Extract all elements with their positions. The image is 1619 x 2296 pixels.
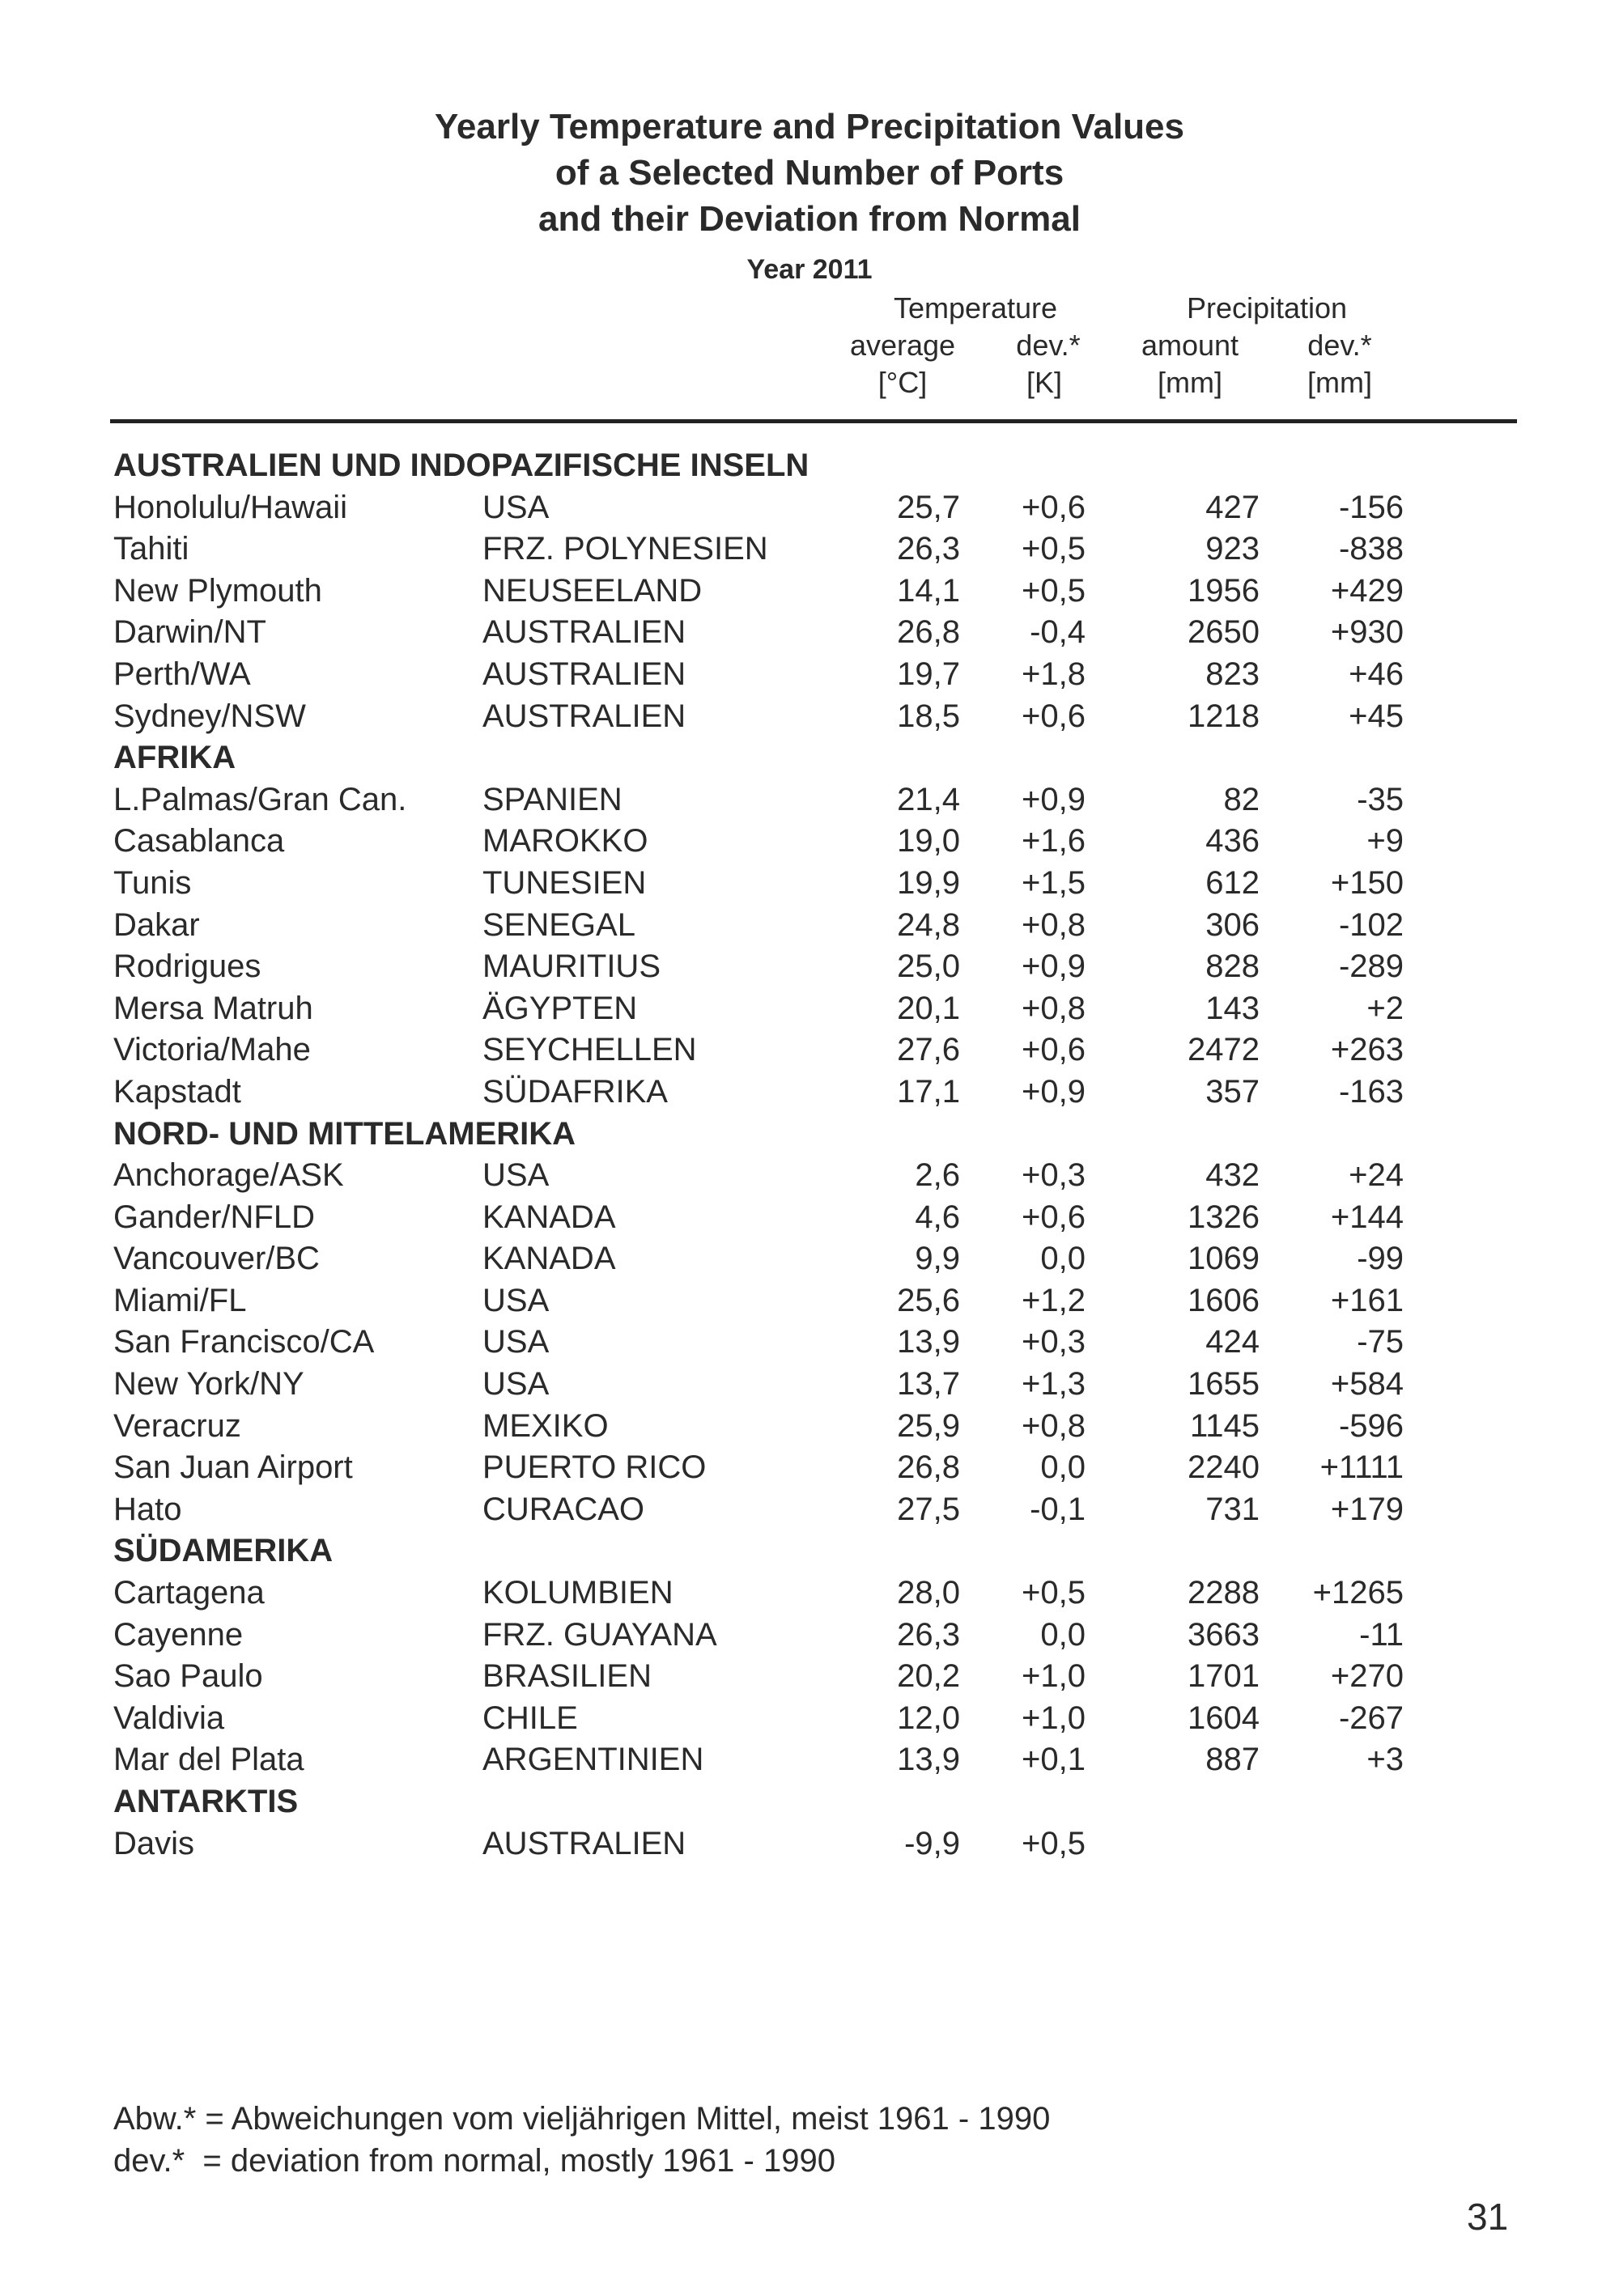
temp-average-cell: 20,2 (897, 1658, 960, 1695)
city-cell: Tahiti (113, 531, 189, 567)
table-row (113, 1029, 1404, 1072)
table-row (113, 571, 1404, 613)
temp-average-cell: 14,1 (897, 572, 960, 609)
temp-deviation-cell: +0,5 (1022, 572, 1086, 609)
precip-amount-cell: 1956 (1188, 572, 1260, 609)
temp-average-cell: 20,1 (897, 990, 960, 1026)
table-row (113, 1238, 1404, 1280)
temp-average-cell: 19,0 (897, 823, 960, 859)
table-row (113, 863, 1404, 905)
country-cell: BRASILIEN (482, 1658, 652, 1695)
precip-deviation-cell: +45 (1349, 698, 1404, 734)
country-cell: MAROKKO (482, 823, 648, 859)
country-cell: CURACAO (482, 1491, 645, 1527)
temp-deviation-cell: +0,3 (1022, 1324, 1086, 1360)
country-cell: USA (482, 1157, 550, 1194)
region-name: ANTARKTIS (113, 1784, 299, 1819)
precip-deviation-cell: +144 (1330, 1199, 1404, 1235)
country-cell: SEYCHELLEN (482, 1032, 697, 1068)
table-row (113, 1197, 1404, 1239)
city-cell: Davis (113, 1825, 195, 1861)
table-row (113, 821, 1404, 863)
temp-average-cell: 4,6 (915, 1199, 960, 1235)
temp-deviation-cell: +0,6 (1022, 1032, 1086, 1068)
precip-amount-cell: 82 (1223, 781, 1260, 817)
precip-amount-cell: 432 (1205, 1157, 1260, 1194)
table-row (113, 654, 1404, 696)
temp-deviation-cell: +0,8 (1022, 906, 1086, 943)
precip-amount-cell: 1604 (1188, 1700, 1260, 1736)
temp-average-cell: 26,3 (897, 1616, 960, 1653)
temp-average-cell: 25,0 (897, 949, 960, 985)
country-cell: FRZ. POLYNESIEN (482, 531, 768, 567)
table-row (113, 1155, 1404, 1197)
city-cell: Honolulu/Hawaii (113, 489, 348, 525)
precip-amount-cell: 887 (1205, 1742, 1260, 1778)
header-unit-mm-amount: [mm] (1158, 366, 1222, 399)
country-cell: ÄGYPTEN (482, 990, 638, 1026)
city-cell: Kapstadt (113, 1073, 241, 1110)
city-cell: Darwin/NT (113, 614, 266, 651)
temp-deviation-cell: +0,9 (1022, 1073, 1086, 1110)
header-unit-kelvin: [K] (1026, 366, 1062, 399)
precip-deviation-cell: +3 (1366, 1742, 1404, 1778)
temp-average-cell: 12,0 (897, 1700, 960, 1736)
city-cell: Veracruz (113, 1407, 241, 1444)
temp-average-cell: 28,0 (897, 1575, 960, 1611)
temp-deviation-cell: +1,2 (1022, 1282, 1086, 1318)
country-cell: CHILE (482, 1700, 578, 1736)
precip-amount-cell: 1606 (1188, 1282, 1260, 1318)
temp-deviation-cell: +0,1 (1022, 1742, 1086, 1778)
temp-average-cell: 25,6 (897, 1282, 960, 1318)
city-cell: Mar del Plata (113, 1742, 304, 1778)
temp-deviation-cell: +0,6 (1022, 1199, 1086, 1235)
precip-amount-cell: 2472 (1188, 1032, 1260, 1068)
city-cell: Cayenne (113, 1616, 244, 1653)
temp-average-cell: 26,8 (897, 614, 960, 651)
precip-amount-cell: 823 (1205, 656, 1260, 692)
temp-deviation-cell: 0,0 (1040, 1241, 1086, 1277)
temp-average-cell: 26,3 (897, 531, 960, 567)
table-row (113, 988, 1404, 1030)
country-cell: TUNESIEN (482, 864, 647, 901)
precip-deviation-cell: -838 (1338, 531, 1404, 567)
precip-amount-cell: 3663 (1188, 1616, 1260, 1653)
country-cell: SÜDAFRIKA (482, 1073, 668, 1110)
city-cell: Mersa Matruh (113, 990, 313, 1026)
table-row (113, 696, 1404, 738)
city-cell: New York/NY (113, 1366, 304, 1403)
precip-deviation-cell: -35 (1357, 781, 1404, 817)
year-label: Year 2011 (746, 254, 873, 285)
temp-deviation-cell: +1,3 (1022, 1366, 1086, 1403)
precip-deviation-cell: +2 (1366, 990, 1404, 1026)
temp-average-cell: 9,9 (915, 1241, 960, 1277)
precip-deviation-cell: +429 (1330, 572, 1404, 609)
country-cell: MEXIKO (482, 1407, 609, 1444)
title-line-3: and their Deviation from Normal (538, 199, 1081, 239)
temp-average-cell: 27,5 (897, 1491, 960, 1527)
precip-amount-cell: 828 (1205, 949, 1260, 985)
page-number: 31 (1467, 2196, 1509, 2238)
region-header-row (113, 1114, 1404, 1156)
precip-deviation-cell: -75 (1357, 1324, 1404, 1360)
temp-average-cell: 24,8 (897, 906, 960, 943)
temp-average-cell: -9,9 (904, 1825, 960, 1861)
header-precip-dev: dev.* (1307, 329, 1372, 362)
table-row (113, 1656, 1404, 1698)
precip-deviation-cell: -156 (1338, 489, 1404, 525)
temp-average-cell: 13,9 (897, 1742, 960, 1778)
city-cell: Vancouver/BC (113, 1241, 320, 1277)
region-name: AUSTRALIEN UND INDOPAZIFISCHE INSELN (113, 448, 810, 483)
region-header-row (113, 737, 1404, 779)
region-header-row (113, 1530, 1404, 1572)
precip-deviation-cell: +263 (1330, 1032, 1404, 1068)
table-row (113, 1823, 1404, 1865)
country-cell: KANADA (482, 1241, 616, 1277)
precip-deviation-cell: -99 (1357, 1241, 1404, 1277)
table-row (113, 1280, 1404, 1322)
precip-amount-cell: 2288 (1188, 1575, 1260, 1611)
temp-average-cell: 13,7 (897, 1366, 960, 1403)
country-cell: FRZ. GUAYANA (482, 1616, 717, 1653)
table-row (113, 1072, 1404, 1114)
precip-amount-cell: 1145 (1189, 1407, 1260, 1444)
temp-deviation-cell: +0,5 (1022, 1825, 1086, 1861)
precip-amount-cell: 306 (1205, 906, 1260, 943)
country-cell: SPANIEN (482, 781, 623, 817)
country-cell: USA (482, 1324, 550, 1360)
temp-deviation-cell: +0,5 (1022, 1575, 1086, 1611)
precip-amount-cell: 2240 (1188, 1449, 1260, 1486)
page-title (0, 104, 1619, 242)
temp-deviation-cell: -0,1 (1030, 1491, 1086, 1527)
precip-amount-cell: 357 (1205, 1073, 1260, 1110)
city-cell: Gander/NFLD (113, 1199, 315, 1235)
precip-deviation-cell: +584 (1330, 1366, 1404, 1403)
footnotes (113, 2098, 1050, 2182)
temp-deviation-cell: +1,0 (1022, 1658, 1086, 1695)
table-row (113, 1739, 1404, 1781)
table-row (113, 1447, 1404, 1489)
header-temperature: Temperature (893, 291, 1058, 325)
country-cell: USA (482, 489, 550, 525)
precip-amount-cell: 612 (1205, 864, 1260, 901)
precip-amount-cell: 1655 (1188, 1366, 1260, 1403)
temp-deviation-cell: +0,8 (1022, 990, 1086, 1026)
header-temp-dev: dev.* (1016, 329, 1081, 362)
temp-average-cell: 27,6 (897, 1032, 960, 1068)
city-cell: Sydney/NSW (113, 698, 306, 734)
header-amount: amount (1141, 329, 1239, 362)
title-line-1: Yearly Temperature and Precipitation Values (435, 107, 1184, 146)
country-cell: ARGENTINIEN (482, 1742, 704, 1778)
precip-deviation-cell: +930 (1330, 614, 1404, 651)
city-cell: Anchorage/ASK (113, 1157, 344, 1194)
precip-amount-cell: 1069 (1188, 1241, 1260, 1277)
precip-deviation-cell: -267 (1338, 1700, 1404, 1736)
precip-amount-cell (1086, 1823, 1260, 1865)
footnote-en: dev.* = deviation from normal, mostly 1961 - 1990 (113, 2143, 835, 2179)
precip-amount-cell: 1218 (1188, 698, 1260, 734)
city-cell: Cartagena (113, 1575, 265, 1611)
temp-deviation-cell: +0,9 (1022, 781, 1086, 817)
country-cell: AUSTRALIEN (482, 614, 686, 651)
temp-average-cell: 26,8 (897, 1449, 960, 1486)
precip-deviation-cell: +161 (1330, 1282, 1404, 1318)
table-row (113, 1698, 1404, 1740)
title-line-2: of a Selected Number of Ports (555, 153, 1064, 193)
temp-average-cell: 25,7 (897, 489, 960, 525)
precip-amount-cell: 923 (1205, 531, 1260, 567)
header-divider (110, 419, 1517, 423)
temp-average-cell: 17,1 (897, 1073, 960, 1110)
precip-deviation-cell: +24 (1349, 1157, 1404, 1194)
precip-amount-cell: 2650 (1188, 614, 1260, 651)
temp-deviation-cell: +1,5 (1022, 864, 1086, 901)
table-row (113, 1489, 1404, 1531)
temp-deviation-cell: +0,6 (1022, 698, 1086, 734)
city-cell: San Francisco/CA (113, 1324, 375, 1360)
city-cell: Valdivia (113, 1700, 225, 1736)
city-cell: Miami/FL (113, 1282, 247, 1318)
region-name: AFRIKA (113, 740, 236, 776)
region-header-row (113, 445, 1404, 487)
temp-deviation-cell: +0,9 (1022, 949, 1086, 985)
table-row (113, 1364, 1404, 1406)
temp-deviation-cell: 0,0 (1040, 1449, 1086, 1486)
header-unit-celsius: [°C] (877, 366, 928, 399)
precip-deviation-cell: -596 (1338, 1407, 1404, 1444)
table-row (113, 779, 1404, 821)
precip-deviation-cell (1260, 1823, 1404, 1865)
city-cell: Hato (113, 1491, 182, 1527)
precip-amount-cell: 424 (1205, 1324, 1260, 1360)
region-name: NORD- UND MITTELAMERIKA (113, 1115, 576, 1152)
city-cell: Victoria/Mahe (113, 1032, 311, 1068)
precip-amount-cell: 1701 (1188, 1658, 1260, 1695)
table-row (113, 528, 1404, 571)
temp-deviation-cell: +0,5 (1022, 531, 1086, 567)
precip-amount-cell: 1326 (1188, 1199, 1260, 1235)
country-cell: AUSTRALIEN (482, 1825, 686, 1861)
city-cell: San Juan Airport (113, 1449, 353, 1486)
precip-deviation-cell: +270 (1330, 1658, 1404, 1695)
country-cell: NEUSEELAND (482, 572, 703, 609)
precip-deviation-cell: +150 (1330, 864, 1404, 901)
header-unit-mm-dev: [mm] (1307, 366, 1372, 399)
temp-deviation-cell: +0,8 (1022, 1407, 1086, 1444)
country-cell: MAURITIUS (482, 949, 661, 985)
city-cell: Dakar (113, 906, 200, 943)
precip-amount-cell: 427 (1205, 489, 1260, 525)
temp-average-cell: 25,9 (897, 1407, 960, 1444)
region-name: SÜDAMERIKA (113, 1533, 334, 1569)
precip-deviation-cell: -11 (1359, 1616, 1404, 1653)
header-precipitation: Precipitation (1186, 291, 1348, 325)
precip-deviation-cell: +1111 (1319, 1449, 1404, 1486)
ports-table (113, 445, 1404, 1865)
table-row (113, 1322, 1404, 1364)
country-cell: AUSTRALIEN (482, 698, 686, 734)
temp-average-cell: 2,6 (915, 1157, 960, 1194)
header-average: average (849, 329, 956, 362)
table-row (113, 946, 1404, 988)
region-header-row (113, 1781, 1404, 1823)
country-cell: USA (482, 1282, 550, 1318)
temp-deviation-cell: +1,8 (1022, 656, 1086, 692)
temp-average-cell: 18,5 (897, 698, 960, 734)
country-cell: PUERTO RICO (482, 1449, 707, 1486)
city-cell: Sao Paulo (113, 1658, 263, 1695)
temp-average-cell: 13,9 (897, 1324, 960, 1360)
table-row (113, 487, 1404, 529)
temp-deviation-cell: +1,0 (1022, 1700, 1086, 1736)
table-row (113, 1406, 1404, 1448)
table-row (113, 905, 1404, 947)
precip-amount-cell: 731 (1205, 1491, 1260, 1527)
precip-deviation-cell: +46 (1349, 656, 1404, 692)
precip-amount-cell: 143 (1205, 990, 1260, 1026)
country-cell: AUSTRALIEN (482, 656, 686, 692)
table-row (113, 1615, 1404, 1657)
precip-deviation-cell: +9 (1366, 823, 1404, 859)
precip-deviation-cell: -163 (1338, 1073, 1404, 1110)
temp-average-cell: 19,7 (897, 656, 960, 692)
country-cell: KANADA (482, 1199, 616, 1235)
precip-amount-cell: 436 (1205, 823, 1260, 859)
city-cell: Casablanca (113, 823, 285, 859)
country-cell: USA (482, 1366, 550, 1403)
temp-average-cell: 21,4 (897, 781, 960, 817)
temp-deviation-cell: 0,0 (1040, 1616, 1086, 1653)
footnote-de: Abw.* = Abweichungen vom vieljährigen Mittel, meist 1961 - 1990 (113, 2101, 1051, 2137)
temp-deviation-cell: +1,6 (1022, 823, 1086, 859)
temp-deviation-cell: -0,4 (1030, 614, 1086, 651)
city-cell: Perth/WA (113, 656, 251, 692)
temp-deviation-cell: +0,3 (1022, 1157, 1086, 1194)
country-cell: KOLUMBIEN (482, 1575, 674, 1611)
temp-average-cell: 19,9 (897, 864, 960, 901)
precip-deviation-cell: -102 (1338, 906, 1404, 943)
country-cell: SENEGAL (482, 906, 635, 943)
table-row (113, 612, 1404, 654)
city-cell: L.Palmas/Gran Can. (113, 781, 407, 817)
temp-deviation-cell: +0,6 (1022, 489, 1086, 525)
city-cell: New Plymouth (113, 572, 322, 609)
precip-deviation-cell: +179 (1330, 1491, 1404, 1527)
city-cell: Rodrigues (113, 949, 261, 985)
precip-deviation-cell: +1265 (1312, 1575, 1404, 1611)
city-cell: Tunis (113, 864, 192, 901)
table-row (113, 1572, 1404, 1615)
precip-deviation-cell: -289 (1338, 949, 1404, 985)
